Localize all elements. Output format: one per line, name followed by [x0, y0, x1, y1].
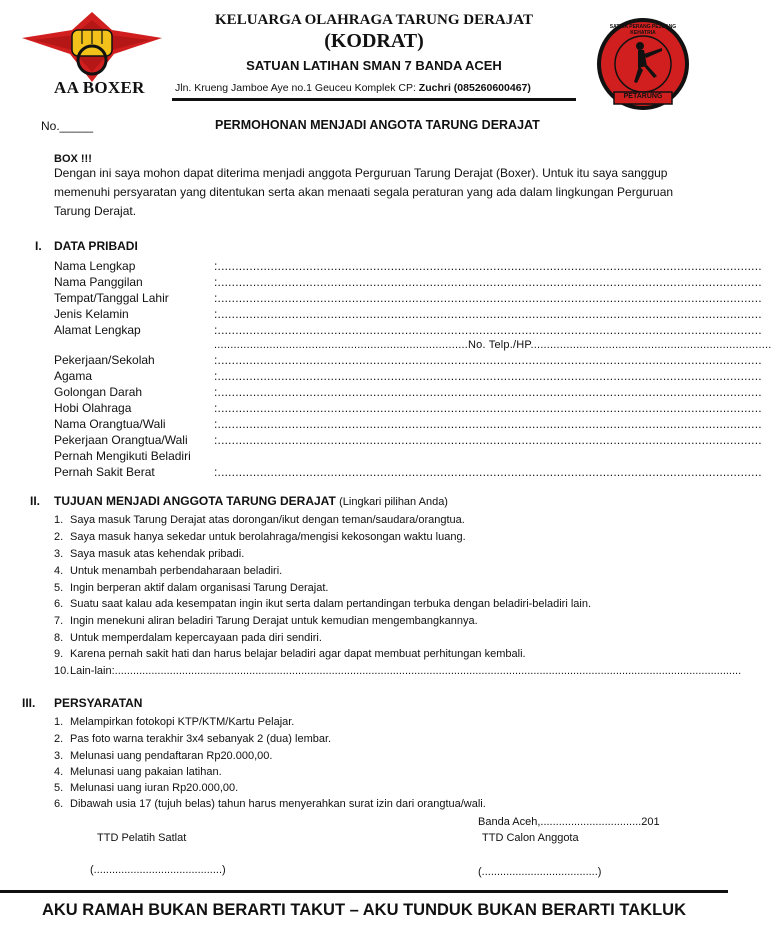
- item-text: Saya masuk atas kehendak pribadi.: [70, 548, 245, 560]
- section-2-note: (Lingkari pilihan Anda): [339, 496, 448, 508]
- section-1-title: DATA PRIBADI: [54, 239, 138, 253]
- field-row[interactable]: [54, 448, 684, 464]
- item-number: 5.: [54, 582, 64, 594]
- list-item[interactable]: [54, 664, 742, 678]
- item-number: 5.: [54, 782, 64, 794]
- list-item: [54, 765, 222, 779]
- field-blank[interactable]: :..........................................................................................................................................................: [214, 259, 762, 273]
- item-text: Dibawah usia 17 (tujuh belas) tahun harus menyerahkan surat izin dari orangtua/wali.: [70, 798, 486, 810]
- item-text: Melunasi uang pendaftaran Rp20.000,00.: [70, 750, 273, 762]
- address-line: [175, 82, 531, 94]
- field-row[interactable]: [54, 258, 762, 274]
- field-row[interactable]: [54, 337, 771, 353]
- candidate-signature-blank[interactable]: (......................................): [478, 866, 602, 878]
- item-text: Ingin berperan aktif dalam organisasi Tarung Derajat.: [70, 582, 329, 594]
- field-row[interactable]: [54, 432, 762, 448]
- seal-banner: PETARUNG: [623, 93, 663, 100]
- field-label: Nama Lengkap: [54, 259, 136, 273]
- item-text: Melunasi uang pakaian latihan.: [70, 766, 222, 778]
- field-row[interactable]: [54, 352, 762, 368]
- field-blank[interactable]: :..........................................................................................................................................................: [214, 275, 762, 289]
- item-text: Ingin menekuni aliran beladiri Tarung Derajat untuk kemudian mengembangkannya.: [70, 615, 478, 627]
- seal-ring-text: SATRIA PERANG PEJUANG KEHATRIA: [609, 24, 677, 36]
- field-label: Tempat/Tanggal Lahir: [54, 291, 169, 305]
- list-item[interactable]: [54, 631, 322, 645]
- item-text: Untuk menambah perbendaharaan beladiri.: [70, 565, 283, 577]
- candidate-signature-label: TTD Calon Anggota: [482, 832, 579, 844]
- section-2-title: TUJUAN MENJADI ANGGOTA TARUNG DERAJAT: [54, 494, 336, 508]
- field-label: Pekerjaan/Sekolah: [54, 353, 155, 367]
- field-label: Jenis Kelamin: [54, 307, 129, 321]
- field-blank[interactable]: :..........................................................................................................................................................: [214, 291, 762, 305]
- item-number: 3.: [54, 750, 64, 762]
- field-label: Pernah Sakit Berat: [54, 465, 155, 479]
- field-blank[interactable]: :..........................................................................................................................................................: [214, 323, 762, 337]
- field-label: Pekerjaan Orangtua/Wali: [54, 433, 188, 447]
- section-3-number: III.: [22, 696, 36, 710]
- field-label: Nama Panggilan: [54, 275, 143, 289]
- header-rule: [172, 98, 576, 101]
- item-number: 10.: [54, 665, 70, 677]
- item-number: 7.: [54, 615, 64, 627]
- item-text: Melampirkan fotokopi KTP/KTM/Kartu Pelajar.: [70, 716, 295, 728]
- field-blank[interactable]: :..........................................................................................................................................................: [214, 401, 762, 415]
- field-row[interactable]: [54, 368, 762, 384]
- boxer-emblem-icon: [22, 8, 162, 86]
- list-item[interactable]: [54, 513, 465, 527]
- item-text: Saya masuk hanya sekedar untuk berolahraga/mengisi kekosongan waktu luang.: [70, 531, 466, 543]
- field-blank[interactable]: :..........................................................................................................................................................: [214, 307, 762, 321]
- list-item[interactable]: [54, 614, 478, 628]
- list-item: [54, 781, 238, 795]
- footer-motto: AKU RAMAH BUKAN BERARTI TAKUT – AKU TUNDUK BUKAN BERARTI TAKLUK: [41, 901, 687, 919]
- left-logo: [22, 8, 162, 86]
- field-label: Hobi Olahraga: [54, 401, 132, 415]
- item-text: Suatu saat kalau ada kesempatan ingin ikut serta dalam pertandingan terbuka dengan beladiri-beladiri lain.: [70, 598, 592, 610]
- intro-paragraph: Dengan ini saya mohon dapat diterima menjadi anggota Perguruan Tarung Derajat (Boxer). Untuk itu saya sanggup memenuhi persyaratan yang ditentukan serta akan menaati segala peraturan yang ada dalam lingkungan Perguruan Tarung Derajat.: [54, 166, 674, 218]
- field-row[interactable]: [54, 384, 762, 400]
- section-2-heading: [54, 494, 448, 508]
- field-label: Agama: [54, 369, 93, 383]
- item-number: 9.: [54, 648, 64, 660]
- greeting: BOX !!!: [54, 153, 92, 165]
- field-label: Pernah Mengikuti Beladiri: [54, 449, 191, 463]
- item-number: 1.: [54, 716, 64, 728]
- field-row[interactable]: [54, 464, 762, 480]
- list-item[interactable]: [54, 647, 526, 661]
- list-item[interactable]: [54, 564, 282, 578]
- field-blank[interactable]: :..........................................................................................................................................................: [214, 433, 762, 447]
- list-item: [54, 797, 486, 811]
- coach-signature-blank[interactable]: (..........................................): [90, 864, 226, 876]
- form-title: PERMOHONAN MENJADI ANGOTA TARUNG DERAJAT: [215, 118, 540, 132]
- item-number: 6.: [54, 798, 64, 810]
- address-contact: Zuchri (085260600467): [418, 82, 531, 94]
- item-number: 4.: [54, 565, 64, 577]
- list-item[interactable]: [54, 530, 466, 544]
- field-blank[interactable]: :..........................................................................................................................................................: [214, 369, 762, 383]
- field-row[interactable]: [54, 290, 762, 306]
- field-row[interactable]: [54, 306, 762, 322]
- list-item: [54, 715, 294, 729]
- item-number: 2.: [54, 531, 64, 543]
- list-item[interactable]: [54, 597, 591, 611]
- list-item[interactable]: [54, 547, 244, 561]
- item-number: 6.: [54, 598, 64, 610]
- section-3-title: PERSYARATAN: [54, 696, 143, 710]
- form-number: No._____: [41, 119, 94, 133]
- footer-rule: [0, 890, 728, 893]
- item-number: 3.: [54, 548, 64, 560]
- field-label: Golongan Darah: [54, 385, 143, 399]
- org-abbr: (KODRAT): [324, 30, 424, 52]
- field-blank[interactable]: :..........................................................................................................................................................: [214, 465, 762, 479]
- right-logo: [592, 16, 694, 114]
- item-text: Pas foto warna terakhir 3x4 sebanyak 2 (dua) lembar.: [70, 733, 332, 745]
- item-text: Karena pernah sakit hati dan harus belajar beladiri agar dapat membuat perhitungan kembali.: [70, 648, 526, 660]
- field-row[interactable]: [54, 416, 762, 432]
- item-text: Untuk memperdalam kepercayaan pada diri sendiri.: [70, 632, 322, 644]
- field-blank[interactable]: ..............................................................................No. Telp./HP..........................................................................: [214, 339, 771, 351]
- org-title: KELUARGA OLAHRAGA TARUNG DERAJAT: [215, 12, 533, 28]
- field-label: Nama Orangtua/Wali: [54, 417, 166, 431]
- coach-signature-label: TTD Pelatih Satlat: [97, 832, 187, 844]
- item-text: Saya masuk Tarung Derajat atas dorongan/ikut dengan teman/saudara/orangtua.: [70, 514, 465, 526]
- address-text: Jln. Krueng Jamboe Aye no.1 Geuceu Komplek CP:: [175, 82, 419, 94]
- item-number: 8.: [54, 632, 64, 644]
- item-number: 4.: [54, 766, 64, 778]
- item-text: Melunasi uang iuran Rp20.000,00.: [70, 782, 239, 794]
- place-date-field[interactable]: Banda Aceh,.................................201: [478, 816, 660, 828]
- item-number: 2.: [54, 733, 64, 745]
- section-2-number: II.: [30, 494, 41, 508]
- left-logo-caption: AA BOXER: [54, 78, 145, 97]
- field-blank[interactable]: :..........................................................................................................................................................: [214, 385, 762, 399]
- list-item: [54, 749, 272, 763]
- item-number: 1.: [54, 514, 64, 526]
- item-text[interactable]: Lain-lain:.............................................................................................................................................................................................................: [70, 665, 742, 677]
- field-row[interactable]: [54, 274, 762, 290]
- list-item: [54, 732, 331, 746]
- field-label: Alamat Lengkap: [54, 323, 141, 337]
- section-1-number: I.: [35, 239, 42, 253]
- field-row[interactable]: [54, 322, 762, 338]
- field-row[interactable]: [54, 400, 762, 416]
- field-blank[interactable]: :..........................................................................................................................................................: [214, 417, 762, 431]
- unit-name: SATUAN LATIHAN SMAN 7 BANDA ACEH: [246, 58, 502, 73]
- field-blank[interactable]: :..........................................................................................................................................................: [214, 353, 762, 367]
- list-item[interactable]: [54, 581, 328, 595]
